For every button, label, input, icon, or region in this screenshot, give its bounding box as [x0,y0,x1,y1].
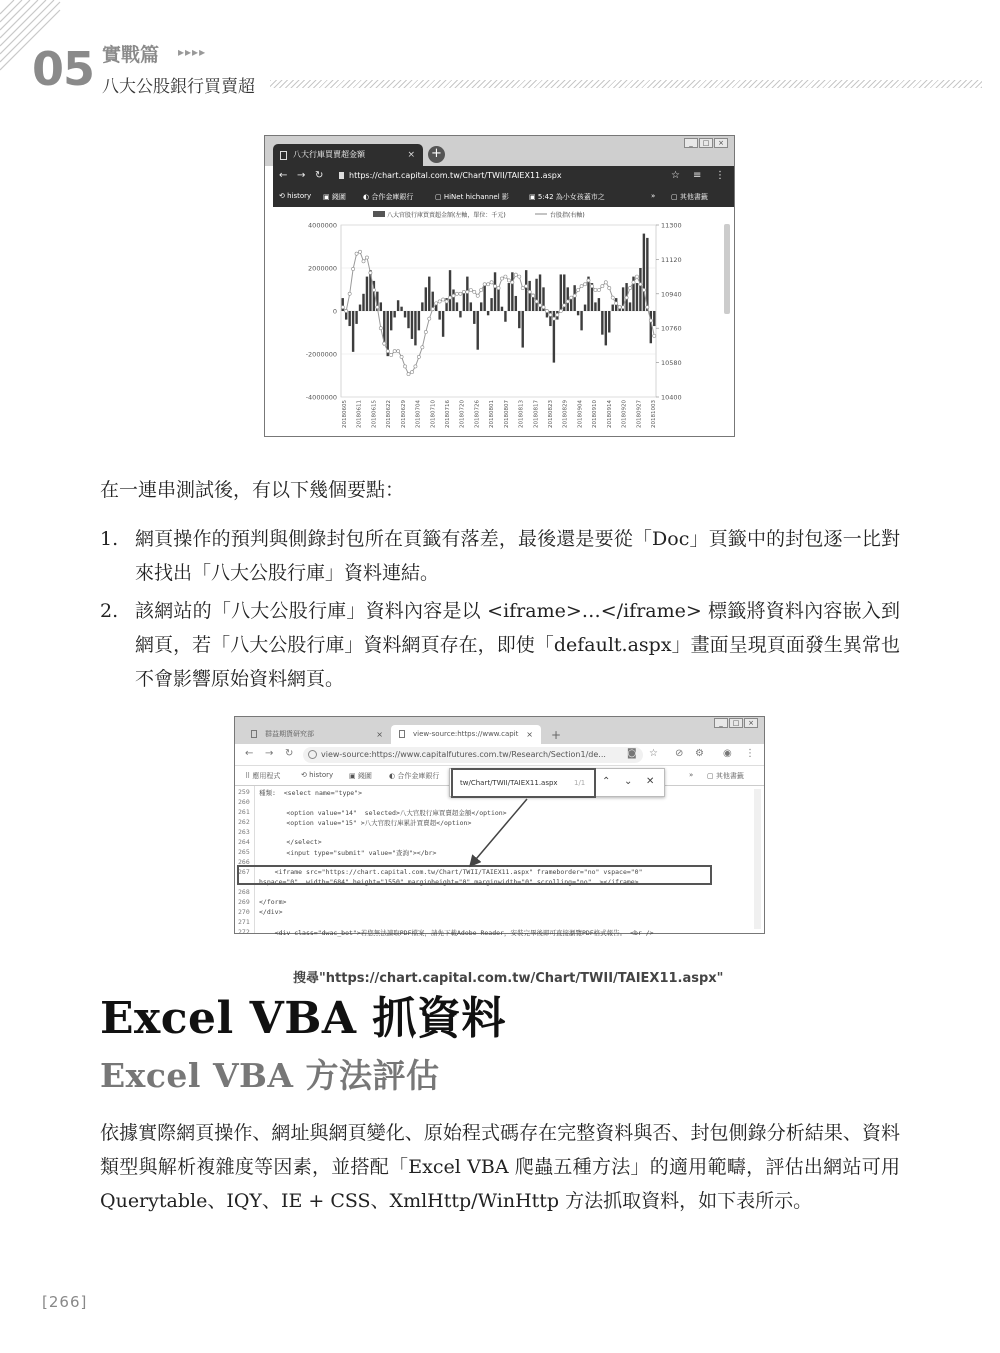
index-point [538,304,541,307]
index-point [421,346,424,349]
scrollbar[interactable] [724,224,730,314]
line-number: 263 [238,828,250,836]
x-tick-label: 20180710 [430,400,437,428]
page-number: [266] [42,1293,88,1311]
data-bar [483,285,485,311]
legend-bar-swatch [373,211,385,217]
data-bar [487,311,489,315]
index-point [459,292,462,295]
index-point [542,306,545,309]
bookmarks-overflow[interactable]: » [651,192,656,200]
data-bar [584,305,586,311]
x-tick-label: 20180615 [371,400,378,428]
x-tick-label: 20180829 [562,400,569,428]
maximize-icon[interactable]: □ [729,718,743,728]
header-hatched-rule [270,80,982,88]
data-bar [411,311,413,339]
index-point [428,317,431,320]
data-bar [577,311,579,315]
index-point [383,342,386,345]
y-right-tick-label: 11300 [661,221,682,230]
data-bar [456,302,458,311]
back-icon[interactable]: ← [279,170,288,181]
index-point [594,288,597,291]
index-point [386,350,389,353]
y-left-tick-label: 0 [332,307,337,316]
data-bar [348,311,350,326]
index-point [431,307,434,310]
data-bar [397,300,399,311]
bookmark-apps[interactable]: ⠿ 應用程式 [245,772,281,780]
index-point [341,306,344,309]
index-point [563,304,566,307]
x-tick-label: 20180914 [606,400,613,428]
index-point [348,292,351,295]
index-point [372,288,375,291]
index-point [466,290,469,293]
line-number: 259 [238,788,250,796]
index-point [525,285,528,288]
bookmarks-bar [273,187,734,207]
index-point [556,313,559,316]
data-bar [515,296,517,311]
code-line: <option value="14" selected>八大官股行庫買賣超金額</option> [259,809,507,817]
index-point [493,285,496,288]
x-tick-label: 20180927 [636,400,643,428]
index-point [483,283,486,286]
close-window-icon[interactable]: × [744,718,758,728]
index-point [362,260,365,263]
section-heading: Excel VBA 抓資料 [100,993,506,1044]
index-point [358,250,361,253]
index-point [462,290,465,293]
data-bar [528,281,530,311]
data-bar [612,305,614,311]
data-bar [525,270,527,311]
data-bar [560,274,562,311]
data-bar [643,234,645,311]
data-bar [504,311,506,322]
data-bar [470,302,472,311]
index-point [635,275,638,278]
index-point [577,288,580,291]
data-bar [390,311,392,330]
index-point [497,286,500,289]
data-bar [366,277,368,311]
x-tick-label: 20180817 [533,400,540,428]
star-icon[interactable]: ☆ [671,170,680,181]
index-point [646,306,649,309]
data-bar [570,298,572,311]
tab-title: 群益期貨研究部 [265,730,314,738]
index-point [400,355,403,358]
data-bar [480,302,482,311]
menu-icon[interactable]: ⋮ [715,170,725,181]
index-point [587,279,590,282]
index-point [580,285,583,288]
index-point [552,317,555,320]
data-bar [508,283,510,311]
data-bar [653,311,655,326]
browser-screenshot-source [234,716,765,986]
index-point [473,290,476,293]
data-bar [511,272,513,311]
data-bar [608,311,610,333]
extension-icon[interactable]: ≡ [693,170,702,181]
index-point [583,283,586,286]
x-tick-label: 20181003 [651,400,657,428]
index-point [487,283,490,286]
extension-icon[interactable]: ⚙ [695,748,704,759]
code-line: hspace="0" width="684" height="1550" marginheight="0" marginwidth="0" scrolling="no" ></iframe> [259,878,639,886]
data-bar [605,311,607,345]
body-paragraph: 依據實際網頁操作、網址與網頁變化、原始程式碼存在完整資料與否、封包側錄分析結果、資料類型與解析複雜度等因素，並搭配「Excel VBA 爬蟲五種方法」的適用範疇，評估出網站可用 Querytable、IQY、IE + CSS、XmlHttp/WinHttp 方法抓取資料，如下表所示。 [100,1122,900,1212]
index-point [628,286,631,289]
browser-screenshot-chart [264,135,735,437]
bookmark-other[interactable]: ▢ 其他書籤 [707,772,744,780]
chapter-title: 八大公股銀行買賣超 [102,77,255,97]
bookmark-history[interactable]: ⟲ history [301,771,334,779]
index-point [532,294,535,297]
index-point [521,286,524,289]
data-bar [421,302,423,311]
bookmark-bank[interactable]: ◐ 合作金庫銀行 [389,772,440,780]
close-window-icon[interactable]: × [714,138,728,148]
x-tick-label: 20180716 [445,400,451,428]
intro-paragraph: 在一連串測試後，有以下幾個要點： [100,479,405,501]
code-line: 種類: <select name="type"> [259,789,363,797]
y-left-tick-label: 2000000 [308,264,337,273]
index-point [376,306,379,309]
tab-title: view-source:https://www.capit [413,730,519,738]
index-point [653,334,656,337]
data-bar [404,311,406,317]
bookmark-chart[interactable]: ▣ 錢圖 [323,193,346,201]
index-point [403,365,406,368]
index-point [608,286,611,289]
index-point [452,294,455,297]
data-bar [473,311,475,324]
index-point [442,298,445,301]
index-point [424,330,427,333]
index-point [622,306,625,309]
x-tick-label: 20180807 [503,400,510,428]
list-number: 1. [100,528,119,550]
index-point [632,281,635,284]
x-tick-label: 20180801 [489,400,496,428]
data-bar [636,283,638,311]
index-point [435,302,438,305]
index-point [365,256,368,259]
data-bar [535,279,537,311]
bookmark-chart[interactable]: ▣ 錢圖 [349,772,372,780]
data-bar [459,311,461,317]
index-point [528,290,531,293]
index-point [573,294,576,297]
x-tick-label: 20180605 [342,400,348,428]
code-line: <iframe src="https://chart.capital.com.tw/Chart/TWII/TAIEX11.aspx" frameborder="no" vspace="0" [259,868,643,876]
x-tick-label: 20180629 [400,400,407,428]
data-bar [393,311,395,317]
data-bar [573,285,575,311]
index-line [343,252,655,374]
page-icon [280,151,287,160]
line-number: 268 [238,888,250,896]
chapter-number: 05 [32,42,95,96]
index-point [417,355,420,358]
star-icon[interactable]: ☆ [649,748,658,759]
index-point [611,296,614,299]
y-right-tick-label: 10580 [661,359,682,368]
index-point [511,281,514,284]
x-tick-label: 20180823 [548,400,554,428]
index-point [570,296,573,299]
code-line: <input type="submit" value="查詢"></br> [259,849,437,857]
index-point [597,288,600,291]
part-label: 實戰篇 [102,44,160,66]
profile-icon[interactable]: ◉ [723,748,732,759]
buy-sell-chart [273,207,736,437]
maximize-icon[interactable]: □ [699,138,713,148]
minimize-icon[interactable]: _ [684,138,698,148]
data-bar [414,311,416,345]
pointer-arrow-icon [235,717,766,935]
tab-close-icon[interactable]: × [526,730,533,739]
index-point [514,273,517,276]
search-annotation: 搜尋"https://chart.capital.com.tw/Chart/TWII/TAIEX11.aspx" [293,971,724,986]
forward-icon[interactable]: → [297,170,306,181]
tab-close-icon[interactable]: × [376,730,383,739]
legend-line-label: 台股指(右軸) [550,212,585,219]
address-text: view-source:https://www.capitalfutures.com.tw/Research/Section1/de... [321,750,606,759]
part-arrows-icon: ▸▸▸▸ [178,45,207,59]
data-bar [380,302,382,311]
data-bar [407,311,409,328]
data-bar [477,311,479,350]
reader-icon[interactable]: ◙ [627,748,637,759]
find-next-icon[interactable]: ⌄ [624,776,633,787]
x-tick-label: 20180910 [592,400,599,428]
data-bar [567,287,569,311]
code-line: </div> [259,908,283,916]
data-bar [452,290,454,312]
reload-icon[interactable]: ↻ [315,170,324,181]
index-point [642,288,645,291]
data-bar [639,268,641,311]
y-right-tick-label: 10760 [661,324,682,333]
index-point [649,319,652,322]
data-bar [580,311,582,330]
data-bar [359,305,361,311]
forward-icon[interactable]: → [265,748,274,759]
line-number: 270 [238,908,250,916]
data-bar [466,277,468,311]
scrollbar[interactable] [754,789,761,929]
data-bar [594,302,596,311]
bookmarks-overflow[interactable]: » [689,771,694,779]
index-point [480,288,483,291]
index-point [369,271,372,274]
find-count: 1/1 [574,779,586,787]
browser-toolbar [273,166,734,187]
line-number: 266 [238,858,250,866]
y-left-tick-label: -2000000 [305,350,337,359]
reload-icon[interactable]: ↻ [285,748,294,759]
subsection-heading: Excel VBA 方法評估 [100,1056,440,1095]
index-point [438,300,441,303]
index-point [500,277,503,280]
index-point [397,350,400,353]
data-bar [355,311,357,324]
line-number: 272 [238,928,250,936]
x-tick-label: 20180726 [474,400,481,428]
x-tick-label: 20180611 [356,400,363,428]
y-right-tick-label: 10940 [661,290,682,299]
index-point [379,327,382,330]
index-point [445,300,448,303]
index-point [448,296,451,299]
x-tick-label: 20180813 [518,400,525,428]
list-text: 該網站的「八大公股行庫」資料內容是以 <iframe>…</iframe> 標籤將資料內容嵌入到網頁，若「八大公股行庫」資料網頁存在，即使「default.aspx」畫面呈現頁面發生異常也不會影響原始資料網頁。 [135,600,900,690]
y-left-tick-label: -4000000 [305,393,337,402]
index-point [601,285,604,288]
data-bar [490,298,492,311]
line-number: 267 [238,868,250,876]
address-bar[interactable]: https://chart.capital.com.tw/Chart/TWII/TAIEX11.aspx [349,171,562,180]
index-point [393,350,396,353]
x-tick-label: 20180704 [415,400,422,428]
data-bar [646,238,648,311]
line-number: 261 [238,808,250,816]
window-controls [684,138,728,148]
index-point [559,309,562,312]
list-item [100,594,900,696]
back-icon[interactable]: ← [245,748,254,759]
menu-icon[interactable]: ⋮ [745,748,755,759]
index-point [615,302,618,305]
data-bar [501,307,503,311]
x-tick-label: 20180720 [459,400,466,428]
index-point [639,283,642,286]
index-point [469,288,472,291]
data-bar [352,311,354,352]
x-tick-label: 20180920 [621,400,628,428]
find-close-icon[interactable]: ✕ [646,776,655,787]
index-point [625,296,628,299]
data-bar [598,298,600,311]
minimize-icon[interactable]: _ [714,718,728,728]
data-bar [425,287,427,311]
index-point [410,371,413,374]
line-number: 269 [238,898,250,906]
y-left-tick-label: 4000000 [308,221,337,230]
find-input[interactable]: tw/Chart/TWII/TAIEX11.aspx [460,779,558,787]
data-bar [497,290,499,312]
index-point [504,275,507,278]
index-point [476,294,479,297]
data-bar [362,294,364,311]
tab-title: 八大行庫買賣超金額 [293,150,365,159]
data-bar [400,307,402,311]
index-point [352,267,355,270]
index-point [604,281,607,284]
data-bar [442,311,444,337]
index-point [407,372,410,375]
index-point [507,279,510,282]
data-bar [438,311,440,320]
data-bar [518,311,520,328]
line-number: 260 [238,798,250,806]
data-bar [463,292,465,311]
y-right-tick-label: 11120 [661,255,682,264]
bookmark-history[interactable]: ⟲ history [279,192,312,200]
data-bar [428,277,430,311]
data-bar [449,270,451,311]
index-point [545,309,548,312]
line-number: 265 [238,848,250,856]
code-line: </form> [259,898,287,906]
index-point [618,306,621,309]
stop-icon[interactable]: ⊘ [675,748,684,759]
code-line: </select> [259,838,322,846]
bookmark-bank[interactable]: ◐ 合作金庫銀行 [363,193,414,201]
browser-tab-active[interactable] [273,144,423,166]
data-bar [522,311,524,348]
list-text: 網頁操作的預判與側錄封包所在頁籤有落差，最後還是要從「Doc」頁籤中的封包逐一比對來找出「八大公股行庫」資料連結。 [135,528,900,584]
data-bar [494,272,496,311]
bookmark-video[interactable]: ▣ 5:42 為小女孩蓋市之 [529,193,605,201]
list-item [100,522,900,590]
index-point [535,300,538,303]
index-point [355,252,358,255]
index-point [390,353,393,356]
index-point [549,313,552,316]
new-tab-button[interactable]: + [551,728,562,742]
code-line: <div class="dwac_bot">若您無法讀取PDF檔案，請先下載Adobe Reader，安裝完畢後即可直接瀏覽PDF格式報告。 <br /> [259,929,654,937]
index-point [345,309,348,312]
new-tab-button[interactable]: + [428,146,445,163]
index-point [490,281,493,284]
line-number: 271 [238,918,250,926]
line-number: 262 [238,818,250,826]
line-number: 264 [238,838,250,846]
tab-close-icon[interactable]: × [407,150,415,160]
data-bar [601,311,603,335]
code-line: <option value="15" >八大官股行庫累計買賣超</option> [259,819,472,827]
bookmark-hinet[interactable]: ▢ HiNet hichannel 影 [435,193,509,201]
index-point [455,292,458,295]
chart-container [273,207,734,436]
lock-icon [339,172,344,179]
find-prev-icon[interactable]: ⌃ [602,776,611,787]
data-bar [418,311,420,330]
bookmark-other[interactable]: ▢ 其他書籤 [671,193,708,201]
index-point [414,365,417,368]
list-number: 2. [100,600,119,622]
legend-bar-label: 八大官股行庫買賣超金額(左軸，單位：千元) [387,212,506,219]
data-bar [629,302,631,311]
x-tick-label: 20180904 [577,400,584,428]
index-point [566,300,569,303]
x-tick-label: 20180622 [386,400,393,428]
index-point [590,285,593,288]
index-point [518,275,521,278]
y-right-tick-label: 10400 [661,393,682,402]
